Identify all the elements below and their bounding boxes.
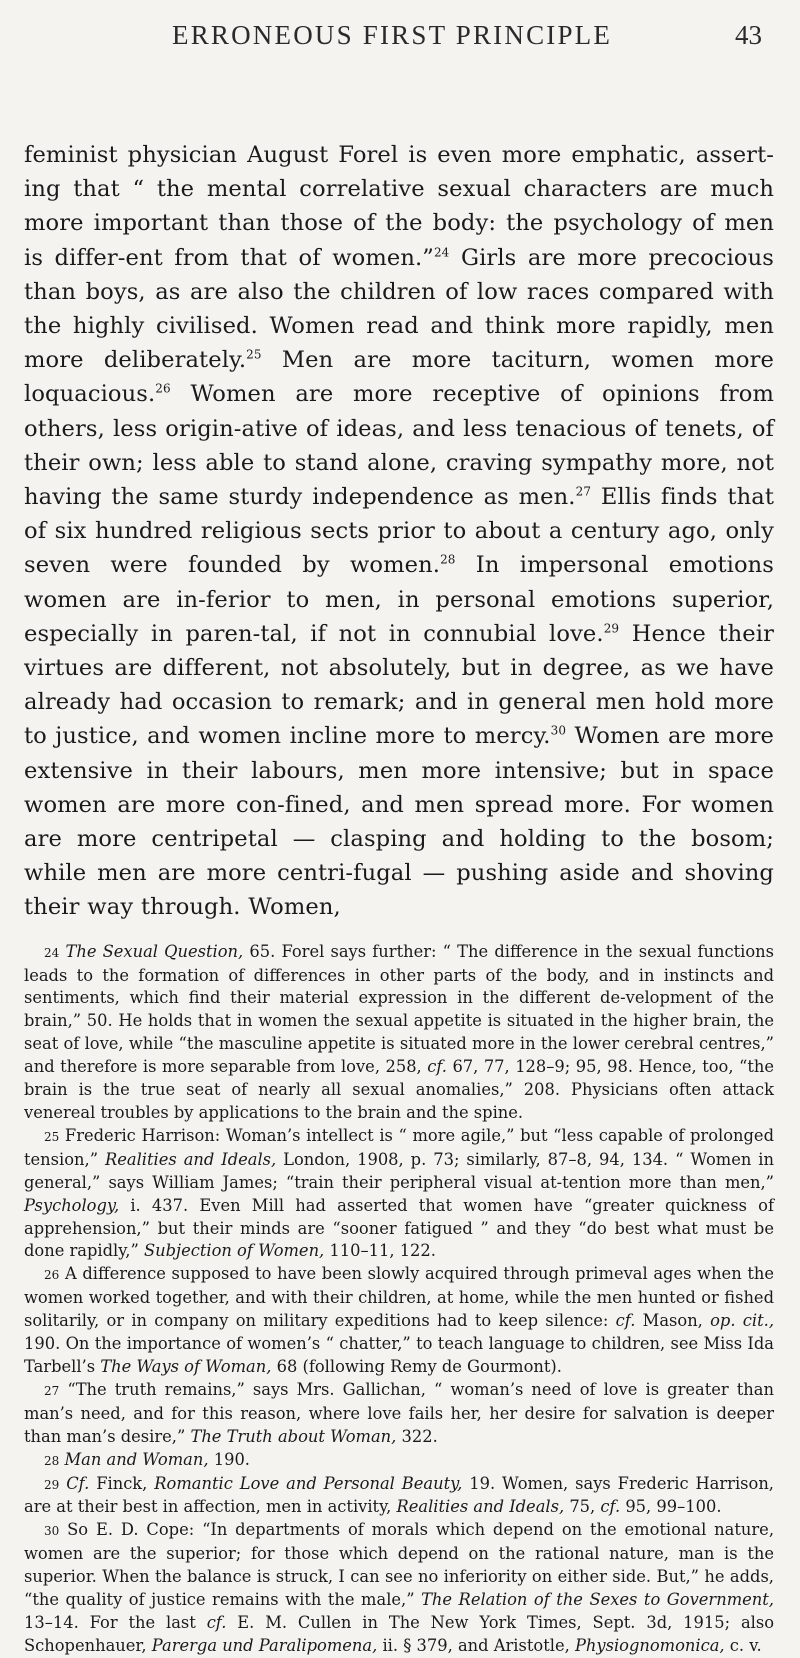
running-head (24, 20, 774, 60)
footnote-marker: 25 (246, 347, 262, 362)
footnote-number: 27 (44, 1383, 60, 1398)
italic-text: Man and Woman, (64, 1449, 209, 1469)
text-run: 19. Women, says Frederic Harrison, are at their best in affection, men in activity, (24, 1473, 774, 1517)
running-title: ERRONEOUS FIRST PRINCIPLE (172, 20, 613, 50)
text-run: “The truth remains,” says Mrs. Gallichan, “ woman’s need of love is greater than man’s need, and for this reason, where love fails her, her desire for salvation is deeper than man’s desire,” (24, 1379, 774, 1446)
italic-text: Subjection of Women, (143, 1241, 325, 1261)
italic-text: Psychology, (24, 1195, 120, 1215)
text-run: feminist physician August Forel is even more emphatic, assert-ing that “ the mental correlative sexual characters are much more important than those of the body: the psychology of men is differ-ent from that of women.” (24, 142, 774, 271)
text-run: E. M. Cullen in The New York Times, Sept. 3d, 1915; also Schopenhauer, (24, 1612, 775, 1655)
text-run: 13–14. For the last (24, 1612, 207, 1632)
text-run: Women are more receptive of opinions from others, less origin-ative of ideas, and less tenacious of tenets, of their own; less able to stand alone, craving sympathy more, not having the same sturdy independence as men. (24, 381, 774, 511)
footnote (24, 1519, 774, 1657)
italic-text: Cf. (66, 1473, 90, 1493)
italic-text: The Ways of Woman, (100, 1356, 272, 1376)
footnote-marker: 29 (603, 621, 620, 636)
text-run: Girls are more precocious than boys, as are also the children of low races compared with the highly civilised. Women read and think more rapidly, men more deliberately. (24, 244, 774, 374)
text-run: 67, 77, 128–9; 95, 98. Hence, too, “the brain is the true seat of nearly all sexual anomalies,” 208. Physicians often attack venereal troubles by applications to the brain and the spine. (24, 1057, 775, 1123)
text-run: A difference supposed to have been slowly acquired through primeval ages when the women worked together, and with their children, at home, while the men hunted or fished solitarily, or in company on military expeditions had to keep silence: (24, 1264, 774, 1331)
text-run: 190. On the importance of women’s “ chatter,” to teach language to children, see Miss Ida Tarbell’s (24, 1334, 774, 1376)
italic-text: Realities and Ideals, (396, 1497, 565, 1517)
footnote-number: 24 (44, 945, 60, 960)
footnote-marker: 26 (155, 381, 171, 396)
text-run: In impersonal emotions women are in-ferior to men, in personal emotions superior, especially in paren-tal, if not in connubial love. (24, 552, 774, 647)
text-run: Frederic Harrison: Woman’s intellect is “ more agile,” but “less capable of prolonged tension,” (24, 1125, 774, 1169)
footnote-number: 30 (44, 1524, 60, 1539)
text-run: London, 1908, p. 73; similarly, 87–8, 94, 134. “ Women in general,” says William James; “train their peripheral visual at-tention more than men,” (24, 1149, 774, 1192)
footnote-number: 26 (44, 1268, 60, 1283)
text-run: Finck, (89, 1473, 155, 1493)
footnote-marker: 30 (550, 723, 567, 738)
italic-text: cf. (206, 1612, 227, 1632)
italic-text: cf. (600, 1497, 621, 1517)
italic-text: Parerga und Paralipomena, (151, 1635, 378, 1655)
text-run: 75, (564, 1497, 601, 1517)
italic-text: The Sexual Question, (65, 941, 244, 961)
italic-text: Realities and Ideals, (104, 1149, 277, 1169)
text-run: Women are more extensive in their labours, men more intensive; but in space women are more con-fined, and men spread more. For women are more centripetal — clasping and holding to the bosom; while men are more centri-fugal — pushing aside and shoving their way through. Women, (24, 723, 774, 921)
text-run: 65. Forel says further: “ The difference in the sexual functions leads to the formation of differences in other parts of the body, and in instincts and sentiments, which find their material expression in the different de-velopment of the brain,” 50. He holds that in women the sexual appetite is situated in the higher brain, the seat of love, while “the masculine appetite is situated more in the lower cerebral centres,” and therefore is more separable from love, 258, (24, 941, 774, 1077)
text-run: Hence their virtues are different, not absolutely, but in degree, as we have already had occasion to remark; and in general men hold more to justice, and women incline more to mercy. (24, 620, 774, 750)
text-run: 322. (396, 1426, 438, 1446)
italic-text: The Relation of the Sexes to Government, (421, 1590, 774, 1610)
footnote (24, 941, 774, 1125)
text-run: c. v. (724, 1635, 762, 1655)
italic-text: cf. (615, 1311, 636, 1331)
footnote (24, 1449, 774, 1473)
text-run: 95, 99–100. (620, 1497, 722, 1517)
italic-text: The Truth about Woman, (190, 1426, 397, 1446)
text-run: i. 437. Even Mill had asserted that women have “greater quickness of apprehension,” but their minds are “sooner fatigued ” and they “do best what must be done rapidly,” (24, 1195, 774, 1261)
italic-text: op. cit., (710, 1311, 775, 1331)
text-run: ii. § 379, and Aristotle, (377, 1635, 575, 1655)
footnote-marker: 28 (440, 552, 456, 567)
text-run: Men are more taciturn, women more loquacious. (24, 347, 774, 408)
footnote-marker: 27 (575, 484, 592, 499)
footnote (24, 1125, 774, 1263)
footnote (24, 1263, 774, 1379)
italic-text: cf. (427, 1057, 447, 1077)
italic-text: Romantic Love and Personal Beauty, (154, 1473, 463, 1493)
text-run: 110–11, 122. (324, 1241, 436, 1261)
text-run: Ellis finds that of six hundred religious sects prior to about a century ago, only seven were founded by women. (24, 484, 774, 579)
text-run: 190. (208, 1449, 250, 1469)
text-run: 68 (following Remy de Gourmont). (271, 1356, 562, 1376)
footnote (24, 1473, 774, 1520)
footnote-number: 25 (44, 1129, 60, 1144)
footnote (24, 1379, 774, 1449)
page-number: 43 (735, 20, 762, 50)
footnote-number: 29 (44, 1477, 60, 1492)
footnote-marker: 24 (433, 245, 450, 260)
footnote-number: 28 (44, 1453, 60, 1468)
footnotes (24, 941, 774, 1658)
text-run: So E. D. Cope: “In departments of morals which depend on the emotional nature, women are the superior; for those which depend on the rational nature, man is the superior. When the balance is struck, I can see no inferiority on either side. But,” he adds, “the quality of justice remains with the male,” (24, 1520, 774, 1610)
body-paragraph (24, 138, 774, 925)
text-run: Mason, (635, 1311, 711, 1331)
italic-text: Physiognomonica, (574, 1635, 725, 1655)
